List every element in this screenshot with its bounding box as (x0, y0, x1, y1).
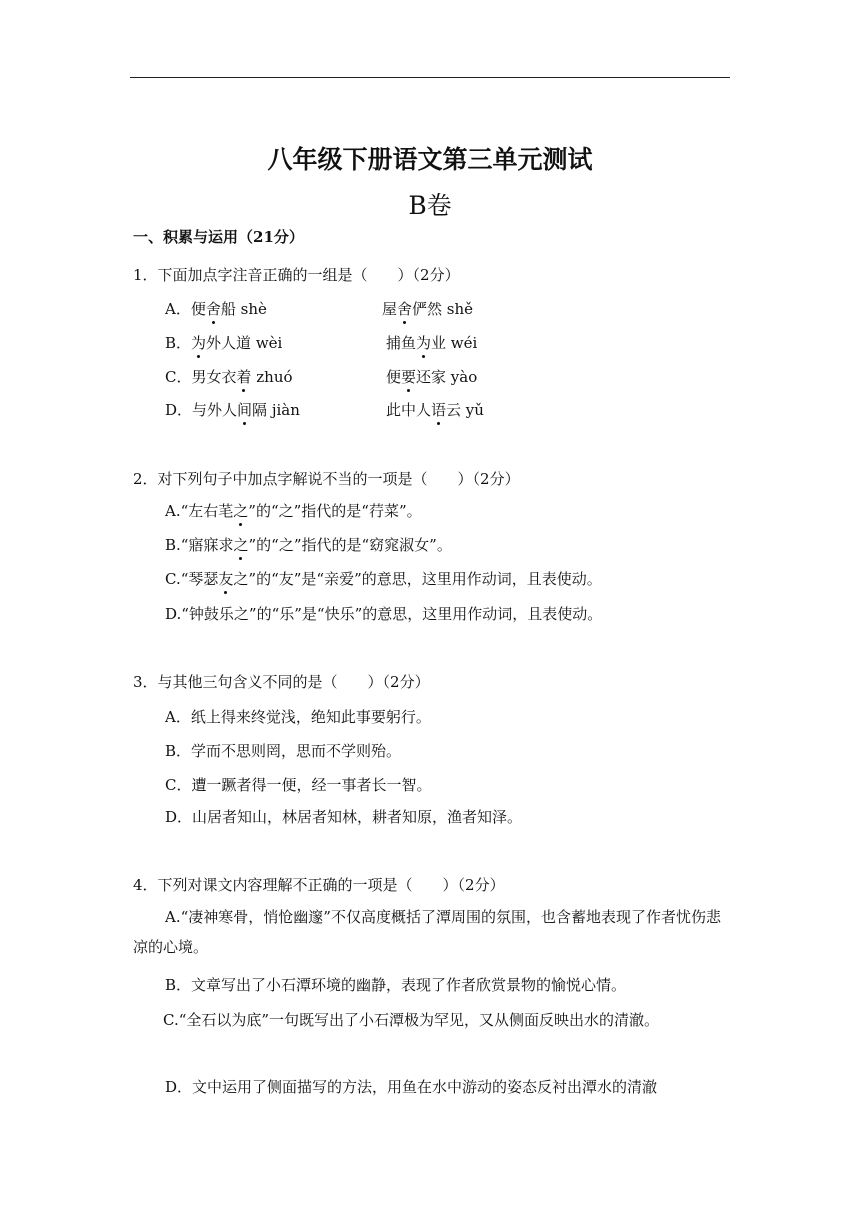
q1-option-b: B．为外人道 wèi (165, 334, 283, 352)
q3-stem: 3．与其他三句含义不同的是（ ）（2分） (133, 673, 430, 691)
q4-option-a: A.“凄神寒骨，悄怆幽邃”不仅高度概括了潭周围的氛围，也含蓄地表现了作者忧伤悲凉的心境。 (133, 908, 721, 956)
q1-option-d-2: 此中人语云 yǔ (386, 401, 484, 419)
header-rule (130, 77, 730, 78)
section-heading: 一、积累与运用（21分） (133, 228, 304, 246)
q3-option-a: A．纸上得来终觉浅，绝知此事要躬行。 (165, 708, 431, 726)
q4-option-b: B．文章写出了小石潭环境的幽静，表现了作者欣赏景物的愉悦心情。 (165, 976, 627, 994)
q2-option-d: D.“钟鼓乐之”的“乐”是“快乐”的意思，这里用作动词，且表使动。 (165, 605, 603, 623)
q3-option-b: B．学而不思则罔，思而不学则殆。 (165, 742, 402, 760)
page-subtitle: B卷 (408, 191, 452, 220)
q4-option-d: D．文中运用了侧面描写的方法，用鱼在水中游动的姿态反衬出潭水的清澈 (165, 1078, 658, 1096)
q2-option-a: A.“左右芼之”的“之”指代的是“荇菜”。 (165, 502, 422, 520)
q3-option-c: C．遭一蹶者得一便，经一事者长一智。 (165, 776, 432, 794)
q1-option-a: A．便舍船 shè (165, 300, 267, 318)
q1-option-b-2: 捕鱼为业 wéi (386, 334, 478, 352)
page-title: 八年级下册语文第三单元测试 (267, 145, 593, 174)
q1-stem: 1．下面加点字注音正确的一组是（ ）（2分） (133, 266, 460, 284)
q1-option-d: D．与外人间隔 jiàn (165, 401, 300, 419)
q1-option-c-2: 便要还家 yào (386, 368, 478, 386)
q2-option-b: B.“寤寐求之”的“之”指代的是“窈窕淑女”。 (165, 536, 452, 554)
q2-option-c: C.“琴瑟友之”的“友”是“亲爱”的意思，这里用作动词，且表使动。 (165, 570, 602, 588)
q4-option-c: C.“全石以为底”一句既写出了小石潭极为罕见，又从侧面反映出水的清澈。 (163, 1011, 660, 1029)
q1-option-a-2: 屋舍俨然 shě (382, 300, 474, 318)
q2-stem: 2．对下列句子中加点字解说不当的一项是（ ）（2分） (133, 470, 520, 488)
q3-option-d: D．山居者知山，林居者知林，耕者知原，渔者知泽。 (165, 808, 523, 826)
q1-option-c: C．男女衣着 zhuó (165, 368, 293, 386)
q4-stem: 4．下列对课文内容理解不正确的一项是（ ）（2分） (133, 876, 505, 894)
